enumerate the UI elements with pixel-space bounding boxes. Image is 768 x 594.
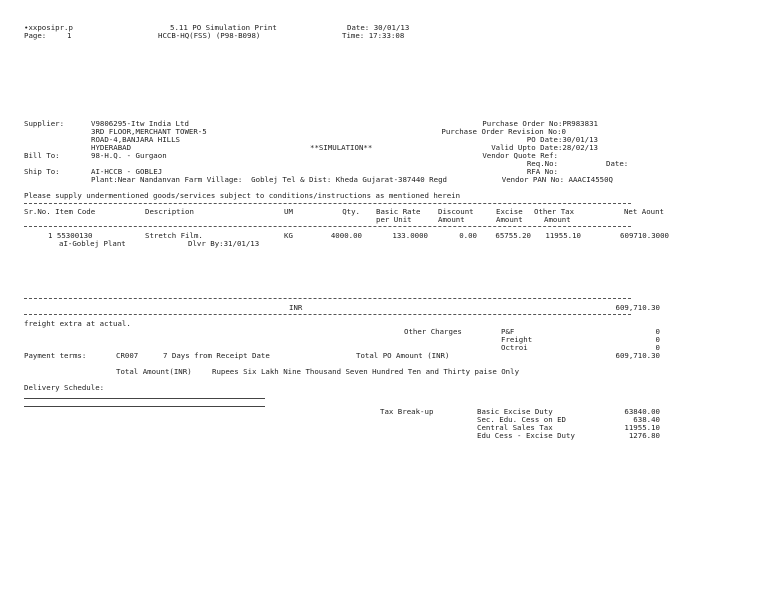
- row-srno-item: 1 55300130: [48, 231, 93, 240]
- freight-label: Freight: [501, 335, 533, 344]
- col-discount-amount: Amount: [438, 215, 465, 224]
- program-name: •xxposipr.p: [24, 23, 73, 32]
- tax-item-name: Sec. Edu. Cess on ED: [477, 415, 566, 424]
- bill-to-label: Bill To:: [24, 151, 60, 160]
- delivery-schedule-line: [24, 406, 265, 407]
- row-delivery-date: Dlvr By:31/01/13: [188, 239, 260, 248]
- delivery-schedule-label: Delivery Schedule:: [24, 383, 105, 392]
- tax-item-name: Edu Cess - Excise Duty: [477, 431, 575, 440]
- col-srno-item: Sr.No. Item Code: [24, 207, 96, 216]
- tax-item-value: 638.40: [633, 415, 660, 424]
- col-per-unit: per Unit: [376, 215, 412, 224]
- page-label: Page:: [24, 31, 47, 40]
- total-po-value: 609,710.30: [615, 351, 660, 360]
- payment-description: 7 Days from Receipt Date: [163, 351, 270, 360]
- col-qty: Qty.: [342, 207, 360, 216]
- divider: [24, 226, 631, 227]
- row-um: KG: [284, 231, 293, 240]
- ship-to-label: Ship To:: [24, 167, 60, 176]
- col-discount: Discount: [438, 207, 474, 216]
- col-basic-rate: Basic Rate: [376, 207, 421, 216]
- pf-label: P&F: [501, 327, 515, 336]
- req-date: Date:: [606, 159, 629, 168]
- payment-terms-label: Payment terms:: [24, 351, 87, 360]
- total-words: Rupees Six Lakh Nine Thousand Seven Hundred Ten and Thirty paise Only: [212, 367, 520, 376]
- freight-value: 0: [655, 335, 660, 344]
- valid-upto: Valid Upto Date:28/02/13: [491, 143, 598, 152]
- row-description: Stretch Film.: [145, 231, 203, 240]
- po-revision: Purchase Order Revision No:0: [441, 127, 566, 136]
- supplier-line-1: V9806295-Itw India Ltd: [91, 119, 189, 128]
- supplier-line-4: HYDERABAD: [91, 143, 132, 152]
- total-po-label: Total PO Amount (INR): [356, 351, 450, 360]
- supplier-label: Supplier:: [24, 119, 65, 128]
- vendor-pan: Vendor PAN No: AAACI4550Q: [501, 175, 613, 184]
- page-number: 1: [67, 31, 72, 40]
- row-basic-rate: 133.0000: [392, 231, 428, 240]
- payment-code: CR007: [116, 351, 139, 360]
- ship-to-line-1: AI-HCCB - GOBLEJ: [91, 167, 163, 176]
- col-other-tax: Other Tax: [534, 207, 575, 216]
- tax-item-value: 1276.80: [628, 431, 660, 440]
- col-um: UM: [284, 207, 293, 216]
- octroi-label: Octroi: [501, 343, 528, 352]
- pf-value: 0: [655, 327, 660, 336]
- col-excise: Excise: [496, 207, 523, 216]
- col-net-amount: Net Aount: [623, 207, 664, 216]
- row-net-amount: 609710.3000: [620, 231, 669, 240]
- tax-item-name: Central Sales Tax: [477, 423, 553, 432]
- divider: [24, 298, 631, 299]
- row-sub-plant: aI-Goblej Plant: [59, 239, 126, 248]
- total-currency: INR: [289, 303, 303, 312]
- col-description: Description: [145, 207, 194, 216]
- divider: [24, 314, 631, 315]
- rfa-no: RFA No:: [526, 167, 558, 176]
- row-qty: 4000.00: [330, 231, 362, 240]
- divider: [24, 203, 631, 204]
- vendor-quote-ref: Vendor Quote Ref:: [482, 151, 558, 160]
- report-org: HCCB-HQ(FSS) (P98-B098): [158, 31, 261, 40]
- bill-to-value: 98-H.Q. - Gurgaon: [91, 151, 167, 160]
- row-excise: 65755.20: [495, 231, 531, 240]
- po-date: PO Date:30/01/13: [526, 135, 598, 144]
- other-charges-label: Other Charges: [404, 327, 462, 336]
- delivery-schedule-line: [24, 398, 265, 399]
- simulation-banner: **SIMULATION**: [310, 143, 373, 152]
- total-words-label: Total Amount(INR): [116, 367, 192, 376]
- report-title: 5.11 PO Simulation Print: [170, 23, 277, 32]
- total-amount: 609,710.30: [615, 303, 660, 312]
- req-no: Req.No:: [526, 159, 558, 168]
- col-excise-amount: Amount: [496, 215, 523, 224]
- tax-item-name: Basic Excise Duty: [477, 407, 553, 416]
- tax-item-value: 63840.00: [624, 407, 660, 416]
- col-other-tax-amount: Amount: [544, 215, 571, 224]
- print-date: Date: 30/01/13: [347, 23, 410, 32]
- freight-note: freight extra at actual.: [24, 319, 131, 328]
- row-other-tax: 11955.10: [545, 231, 581, 240]
- ship-to-line-2: Plant:Near Nandanvan Farm Village: Goblej Tel & Dist: Kheda Gujarat-387440 Regd: [91, 175, 447, 184]
- tax-breakup-label: Tax Break-up: [380, 407, 434, 416]
- tax-item-value: 11955.10: [624, 423, 660, 432]
- supplier-line-2: 3RD FLOOR,MERCHANT TOWER-5: [91, 127, 207, 136]
- supplier-line-3: ROAD-4,BANJARA HILLS: [91, 135, 180, 144]
- print-time: Time: 17:33:08: [342, 31, 405, 40]
- instruction-text: Please supply undermentioned goods/services subject to conditions/instructions as mentioned herein: [24, 191, 461, 200]
- row-discount: 0.00: [459, 231, 477, 240]
- po-number: Purchase Order No:PR983831: [482, 119, 598, 128]
- octroi-value: 0: [655, 343, 660, 352]
